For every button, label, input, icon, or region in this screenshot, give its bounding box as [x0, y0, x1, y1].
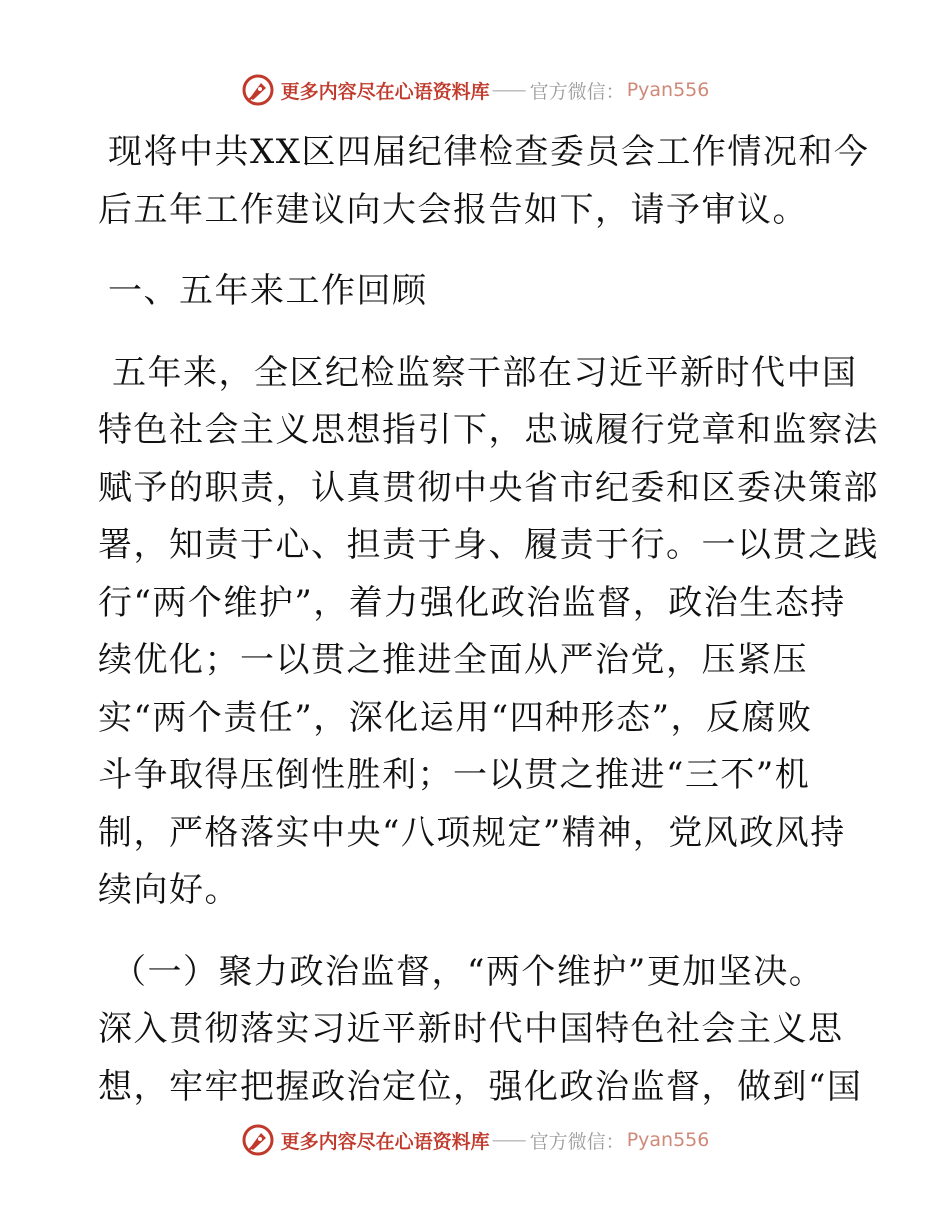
watermark-account: Pyan556	[626, 79, 710, 101]
text-line: 后五年工作建议向大会报告如下，请予审议。	[98, 189, 808, 230]
watermark-label: 官方微信：	[529, 80, 625, 103]
pen-nib-circle-icon	[241, 73, 275, 107]
watermark-main-text: 更多内容尽在心语资料库	[280, 1130, 490, 1153]
watermark-dash: ——	[491, 79, 524, 101]
text-line: 行“两个维护”，着力强化政治监督，政治生态持	[98, 582, 846, 623]
pen-nib-circle-icon	[241, 1123, 275, 1157]
heading-line: 一、五年来工作回顾	[108, 271, 428, 311]
watermark-label: 官方微信：	[529, 1130, 625, 1153]
watermark-banner-bottom	[0, 1120, 950, 1160]
text-line: 实“两个责任”，深化运用“四种形态”，反腐败	[98, 697, 813, 738]
text-line: （一）聚力政治监督，“两个维护”更加坚决。	[112, 951, 825, 992]
text-line: 续向好。	[98, 870, 240, 910]
watermark-dash: ——	[491, 1129, 524, 1151]
text-line: 制，严格落实中央“八项规定”精神，党风政风持	[98, 812, 846, 853]
text-line: 想，牢牢把握政治定位，强化政治监督，做到“国	[98, 1066, 863, 1107]
text-line: 深入贯彻落实习近平新时代中国特色社会主义思	[98, 1009, 844, 1049]
text-line: 续优化；一以贯之推进全面从严治党，压紧压	[98, 640, 808, 680]
text-line: 特色社会主义思想指引下，忠诚履行党章和监察法	[98, 410, 879, 450]
text-line: 署，知责于心、担责于身、履责于行。一以贯之践	[98, 525, 879, 565]
paragraph-intro	[98, 124, 870, 239]
text-line: 斗争取得压倒性胜利；一以贯之推进“三不”机	[98, 755, 811, 795]
section-heading	[98, 263, 858, 321]
watermark-account: Pyan556	[626, 1129, 710, 1151]
text-line: 五年来，全区纪检监察干部在习近平新时代中国	[112, 352, 858, 393]
paragraph-section-one	[98, 944, 863, 1117]
watermark-main-text: 更多内容尽在心语资料库	[280, 80, 490, 103]
document-body	[98, 124, 879, 1116]
watermark-banner-top	[0, 70, 950, 110]
text-line: 现将中共XX区四届纪律检查委员会工作情况和今	[108, 132, 870, 172]
paragraph-review	[98, 345, 879, 920]
text-line: 赋予的职责，认真贯彻中央省市纪委和区委决策部	[98, 467, 879, 508]
